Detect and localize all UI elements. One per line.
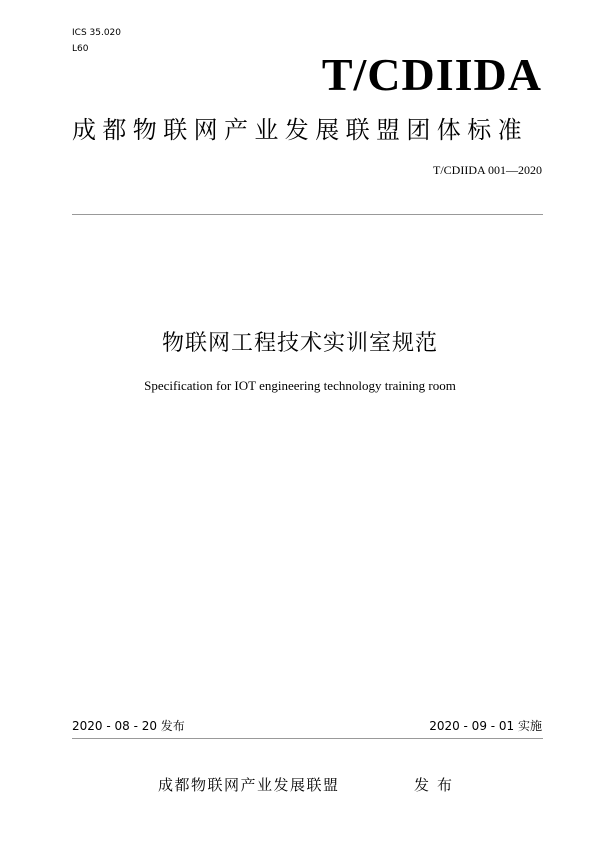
- issuer-action: 发布: [414, 776, 461, 794]
- publish-date: 2020 - 08 - 20 发布: [72, 719, 185, 733]
- organization-standard-heading: 成都物联网产业发展联盟团体标准: [72, 116, 528, 144]
- standard-logo: T/CDIIDA: [321, 49, 542, 100]
- classification-code: L60: [72, 44, 89, 54]
- issuer: 成都物联网产业发展联盟: [158, 776, 340, 794]
- document-title: 物联网工程技术实训室规范: [161, 331, 438, 356]
- ics-number: ICS 35.020: [72, 28, 122, 38]
- header-divider: [72, 214, 543, 215]
- standard-code: T/CDIIDA 001—2020: [433, 163, 542, 177]
- implementation-date: 2020 - 09 - 01 实施: [429, 719, 542, 733]
- document-title-english: Specification for IOT engineering technology training room: [144, 378, 456, 393]
- footer-divider: [72, 738, 543, 739]
